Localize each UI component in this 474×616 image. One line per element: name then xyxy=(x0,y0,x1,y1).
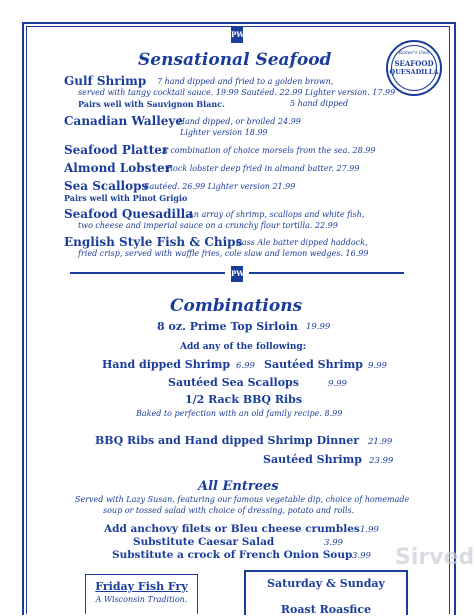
bbq-dinner-name: BBQ Ribs and Hand dipped Shrimp Dinner xyxy=(95,434,360,447)
seal-text-1: Ramer's Own xyxy=(398,51,430,56)
sauteed-shrimp-price: 9.99 xyxy=(368,361,387,371)
bbq-sauteed-price: 23.99 xyxy=(369,456,394,466)
hand-dipped-name: Hand dipped Shrimp xyxy=(102,358,231,371)
walleye-desc-1: Hand dipped, or broiled 24.99 xyxy=(178,117,301,126)
fish-chips-desc-2: fried crisp, served with waffle fries, cole slaw and lemon wedges. 16.99 xyxy=(78,249,369,258)
entrees-desc-2: soup or tossed salad with choice of dressing, potato and rolls. xyxy=(103,506,355,515)
seal-text-2: SEAFOOD xyxy=(394,59,434,68)
gulf-shrimp-pairing: Pairs well with Sauvignon Blanc. xyxy=(78,99,225,109)
onion-soup-label: Substitute a crock of French Onion Soup xyxy=(112,549,353,561)
scallops-name: Sea Scallops xyxy=(64,179,149,193)
add-anchovy-label: Add anchovy filets or Bleu cheese crumbles xyxy=(104,523,360,535)
bbq-half-desc: Baked to perfection with an old family recipe. 8.99 xyxy=(136,409,343,418)
scallops-pairing: Pairs well with Pinot Grigio xyxy=(64,193,188,203)
bbq-sauteed-name: Sautéed Shrimp xyxy=(263,453,362,466)
sea-scallops-price: 9.99 xyxy=(328,379,347,389)
platter-name: Seafood Platter xyxy=(64,143,169,157)
lobster-name: Almond Lobster xyxy=(64,161,171,175)
bbq-dinner-price: 21.99 xyxy=(368,437,393,447)
weekend-subtitle: Roast Roasfice xyxy=(280,603,372,616)
gulf-shrimp-desc-2: served with tangy cocktail sauce. 19.99 Sautéed. 22.99 Lighter version. 17.99 xyxy=(78,88,396,97)
platter-desc: A combination of choice morsels from the sea. 28.99 xyxy=(162,146,376,155)
monogram-logo-divider: PW xyxy=(231,266,243,282)
gulf-shrimp-pairing-extra: 5 hand dipped xyxy=(290,99,349,108)
combinations-heading: Combinations xyxy=(170,296,303,316)
quesadilla-name: Seafood Quesadilla xyxy=(64,207,193,221)
friday-subtitle: A Wisconsin Tradition. xyxy=(95,595,188,604)
quesadilla-desc-1: An array of shrimp, scallops and white fish, xyxy=(188,210,365,219)
friday-box xyxy=(85,574,198,614)
walleye-name: Canadian Walleye xyxy=(64,114,184,128)
fish-chips-name: English Style Fish & Chips xyxy=(64,235,243,249)
add-any-label: Add any of the following: xyxy=(180,342,307,352)
scallops-desc: Sautéed. 26.99 Lighter version 21.99 xyxy=(144,182,296,191)
gulf-shrimp-desc-1: 7 hand dipped and fried to a golden brown, xyxy=(157,77,334,86)
seal-text-3: QUESADILLA xyxy=(389,68,439,76)
entrees-heading: All Entrees xyxy=(198,479,279,494)
section-divider-right xyxy=(249,272,404,274)
monogram-logo-top: PW xyxy=(231,27,243,43)
bbq-half-name: 1/2 Rack BBQ Ribs xyxy=(185,393,303,406)
fish-chips-desc-1: Bass Ale batter dipped haddock, xyxy=(236,238,368,247)
weekend-title: Saturday & Sunday xyxy=(267,577,385,590)
watermark-text: Sirved xyxy=(395,545,474,570)
entrees-desc-1: Served with Lazy Susan, featuring our famous vegetable dip, choice of homemade xyxy=(75,495,410,504)
quesadilla-desc-2: two cheese and imperial sauce on a crunchy flour tortilla. 22.99 xyxy=(78,221,338,230)
hand-dipped-price: 6.99 xyxy=(236,361,255,371)
lobster-desc: Rock lobster deep fried in almond batter. 27.99 xyxy=(167,164,360,173)
caesar-label: Substitute Caesar Salad xyxy=(133,536,275,548)
sauteed-shrimp-name: Sautéed Shrimp xyxy=(264,358,363,371)
walleye-desc-2: Lighter version 18.99 xyxy=(180,128,268,137)
sirloin-name: 8 oz. Prime Top Sirloin xyxy=(157,320,298,333)
caesar-price: 3.99 xyxy=(324,538,343,548)
gulf-shrimp-name: Gulf Shrimp xyxy=(64,74,147,88)
sirloin-price: 19.99 xyxy=(306,322,331,332)
sea-scallops-name: Sautéed Sea Scallops xyxy=(168,376,299,389)
onion-soup-price: 3.99 xyxy=(352,551,371,561)
seafood-heading: Sensational Seafood xyxy=(138,50,332,70)
friday-title: Friday Fish Fry xyxy=(95,580,188,593)
section-divider-left xyxy=(70,272,225,274)
add-anchovy-price: 1.99 xyxy=(360,525,379,535)
weekend-box xyxy=(244,570,408,615)
